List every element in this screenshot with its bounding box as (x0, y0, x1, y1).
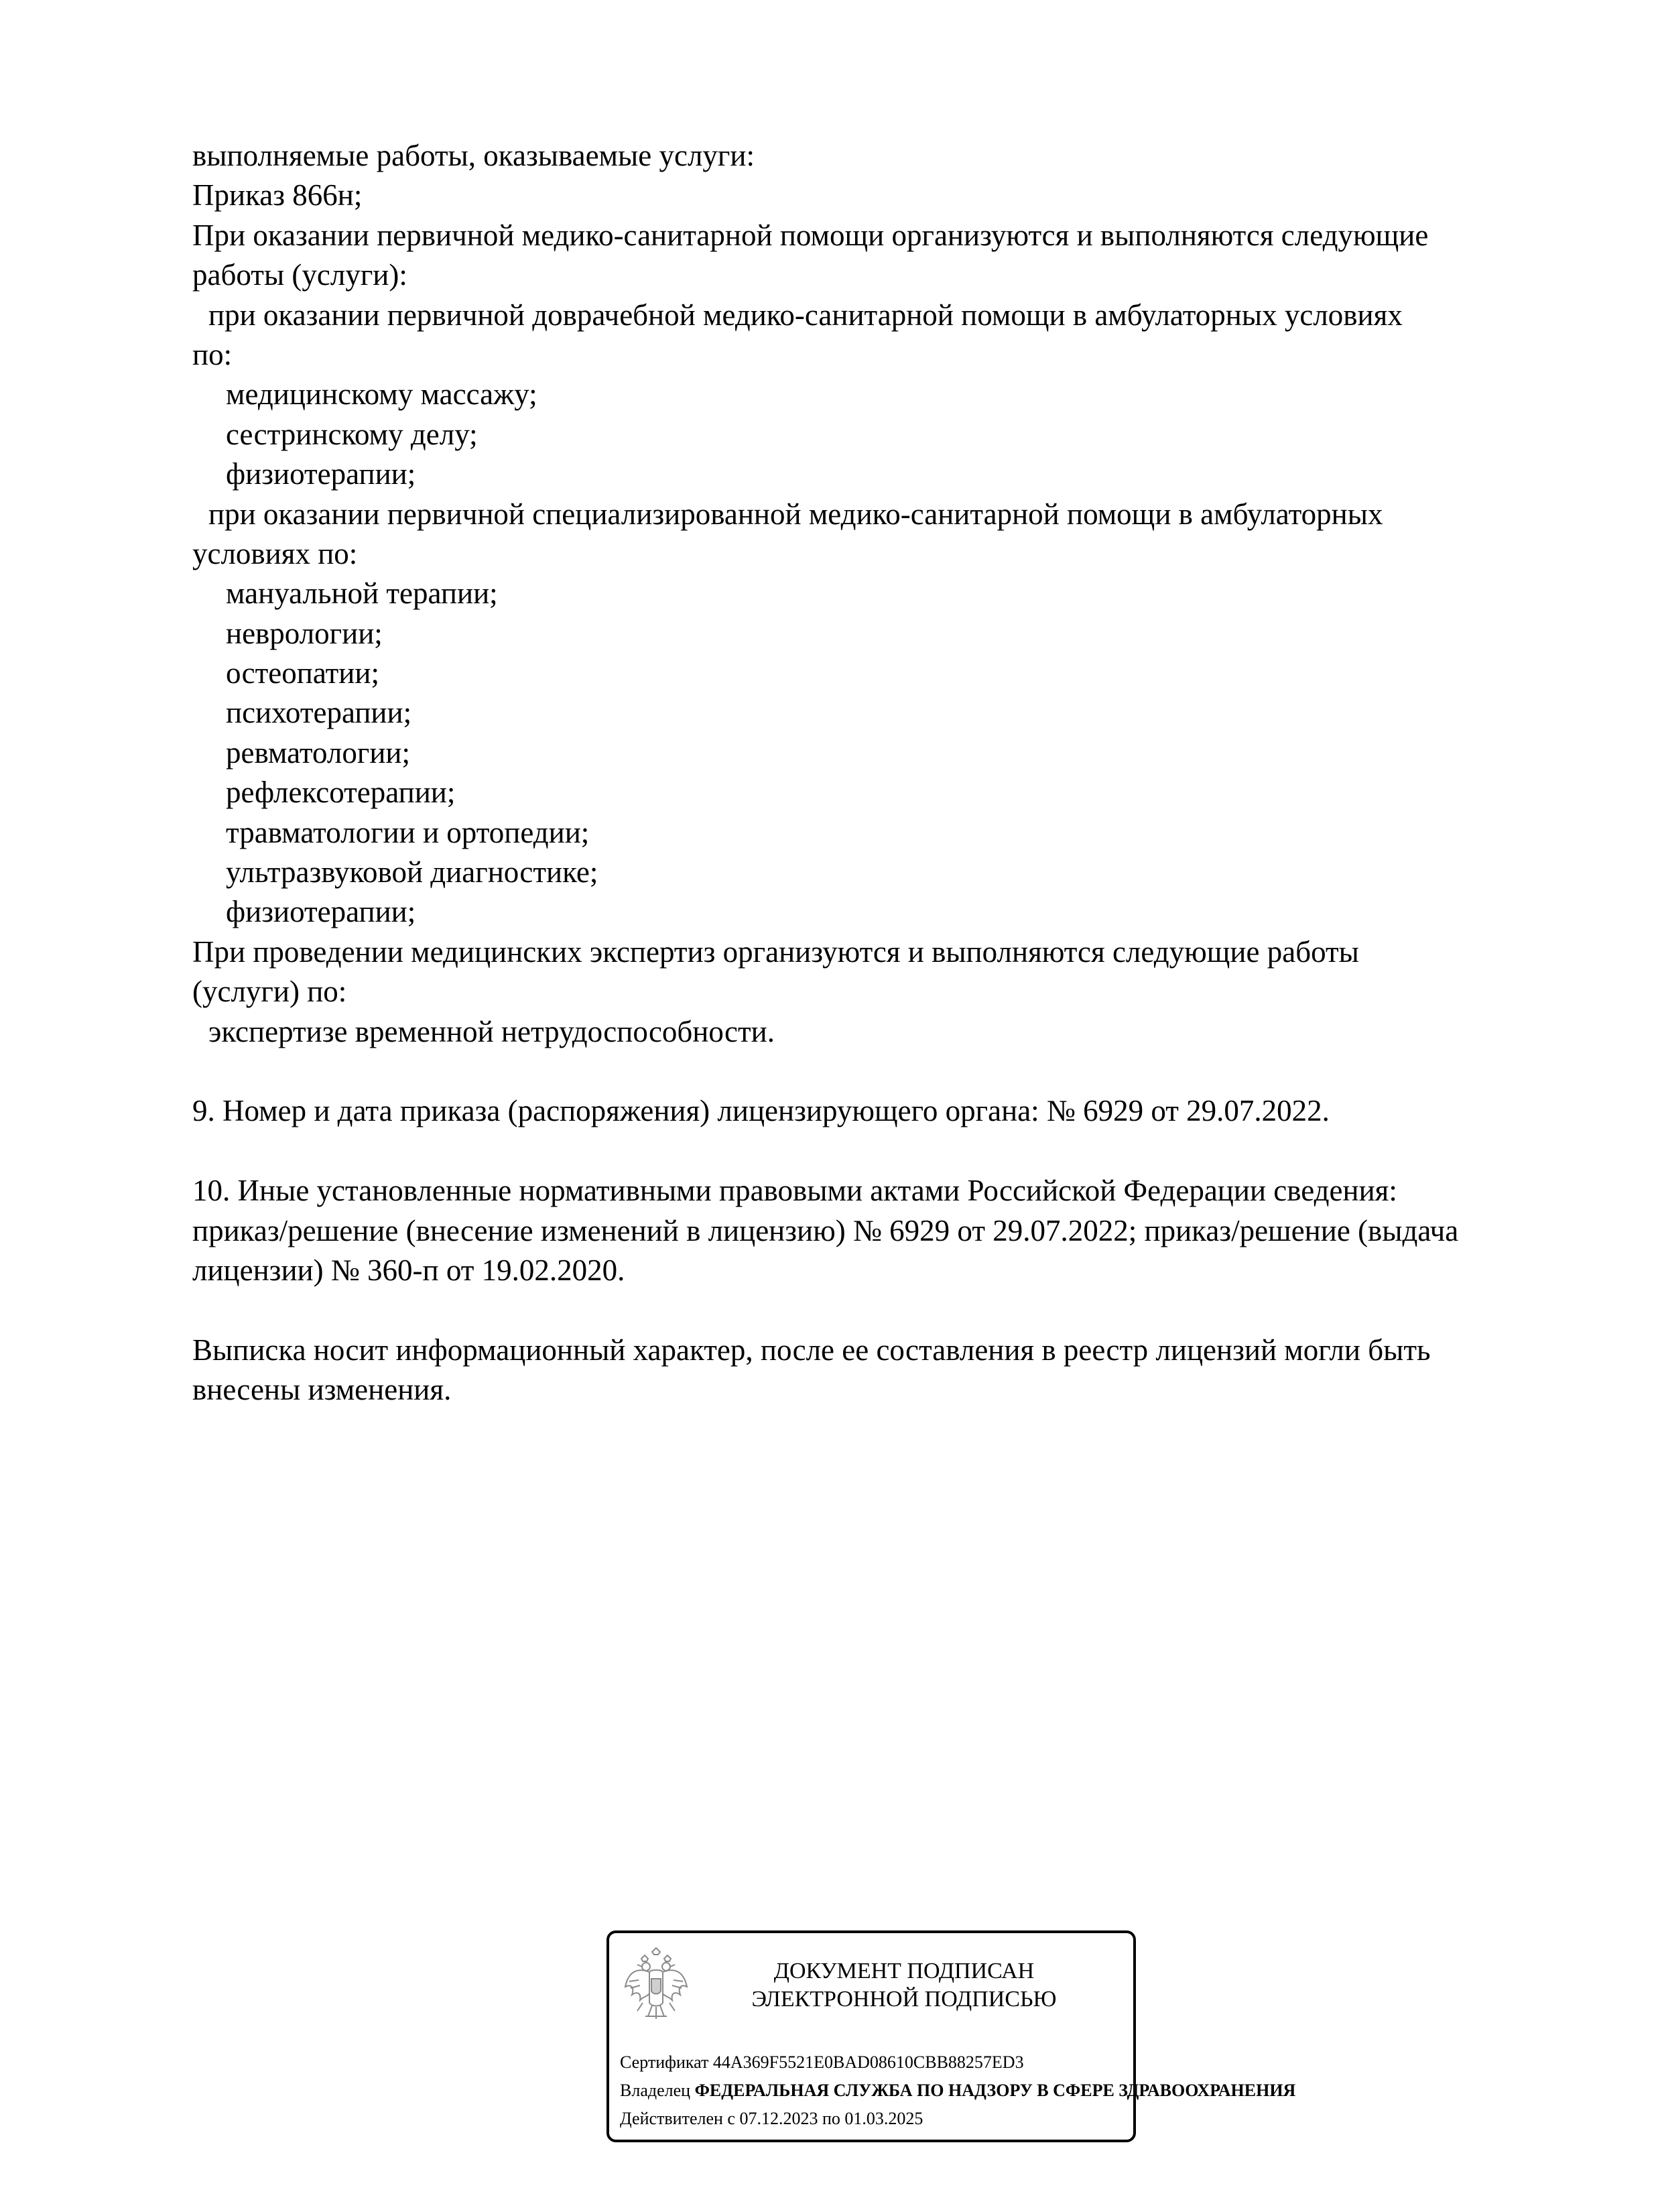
certificate-value: 44A369F5521E0BAD08610CBB88257ED3 (712, 2052, 1024, 2072)
document-line: При проведении медицинских экспертиз организуются и выполняются следующие работы (192, 934, 1359, 969)
document-line: по: (192, 337, 233, 371)
document-line: экспертизе временной нетрудоспособности. (208, 1014, 775, 1048)
paragraph-gap (192, 1131, 1573, 1171)
document-line: Приказ 866н; (192, 178, 363, 212)
stamp-title-line-2: ЭЛЕКТРОННОЙ ПОДПИСЬЮ (751, 1987, 1057, 2012)
document-line: приказ/решение (внесение изменений в лицензию) № 6929 от 29.07.2022; приказ/решение (выдача (192, 1213, 1459, 1247)
document-line: лицензии) № 360-п от 19.02.2020. (192, 1253, 625, 1287)
document-line: условиях по: (192, 536, 358, 570)
document-body (192, 136, 1573, 1410)
paragraph-gap (192, 1052, 1573, 1091)
certificate-line (620, 2048, 1223, 2077)
stamp-title-line-1: ДОКУМЕНТ ПОДПИСАН (773, 1959, 1035, 1983)
document-line: (услуги) по: (192, 975, 347, 1009)
document-line: неврологии; (226, 616, 383, 650)
document-line: при оказании первичной специализированной медико-санитарной помощи в амбулаторных (208, 497, 1383, 531)
document-line: работы (услуги): (192, 258, 407, 292)
owner-value: ФЕДЕРАЛЬНАЯ СЛУЖБА ПО НАДЗОРУ В СФЕРЕ ЗДРАВООХРАНЕНИЯ (694, 2081, 1296, 2100)
document-line: физиотерапии; (226, 895, 416, 929)
document-line: рефлексотерапии; (226, 776, 456, 810)
document-line: ревматологии; (226, 735, 410, 770)
document-line: медицинскому массажу; (226, 377, 537, 412)
stamp-details (620, 2048, 1296, 2133)
document-line: 10. Иные установленные нормативными правовыми актами Российской Федерации сведения: (192, 1174, 1397, 1208)
certificate-label: Сертификат (620, 2052, 709, 2072)
stamp-title (716, 1957, 1092, 2014)
electronic-signature-stamp (606, 1930, 1296, 2142)
validity-line: Действителен с 07.12.2023 по 01.03.2025 (620, 2109, 923, 2128)
document-line: при оказании первичной доврачебной медико-санитарной помощи в амбулаторных условиях (208, 298, 1403, 332)
owner-label: Владелец (620, 2081, 691, 2100)
document-line: травматологии и ортопедии; (226, 815, 590, 849)
owner-line (620, 2077, 1296, 2105)
document-line: остеопатии; (226, 656, 379, 690)
document-line: внесены изменения. (192, 1373, 452, 1407)
paragraph-gap (192, 1290, 1573, 1330)
document-line: ультразвуковой диагностике; (226, 855, 598, 889)
document-line: сестринскому делу; (226, 417, 478, 451)
document-line: психотерапии; (226, 696, 412, 730)
document-line: Выписка носит информационный характер, после ее составления в реестр лицензий могли быть (192, 1333, 1431, 1367)
document-line: выполняемые работы, оказываемые услуги: (192, 139, 755, 172)
document-line: мануальной терапии; (226, 576, 498, 611)
document-line: 9. Номер и дата приказа (распоряжения) лицензирующего органа: № 6929 от 29.07.2022. (192, 1094, 1330, 1128)
russian-coat-of-arms-icon (623, 1947, 690, 2026)
document-line: При оказании первичной медико-санитарной помощи организуются и выполняются следующие (192, 218, 1429, 252)
document-line: физиотерапии; (226, 457, 416, 491)
